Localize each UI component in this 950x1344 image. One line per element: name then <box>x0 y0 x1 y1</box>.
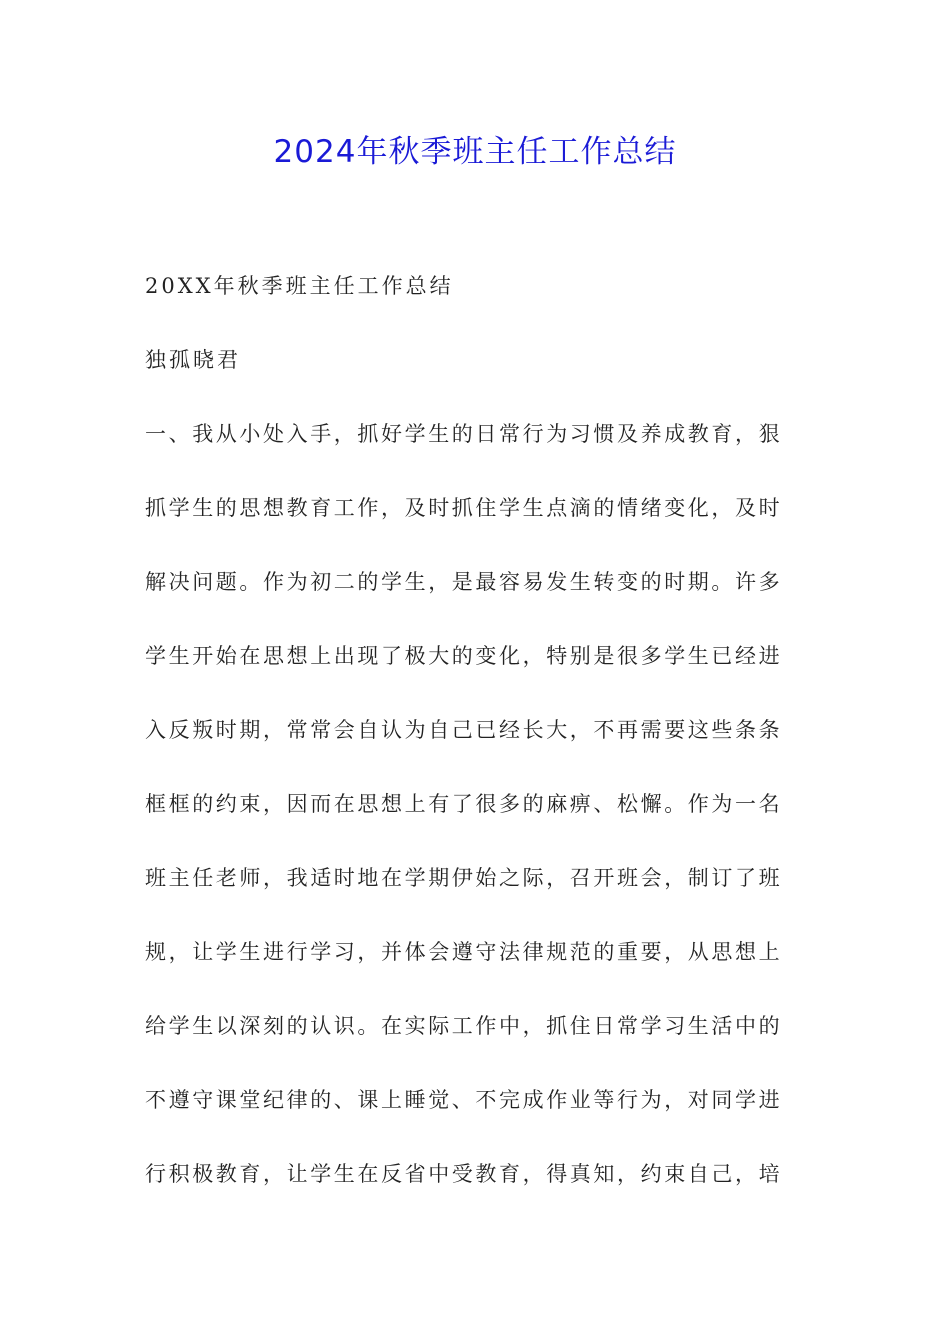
paragraph-line: 规，让学生进行学习，并体会遵守法律规范的重要，从思想上 <box>145 940 783 964</box>
paragraph-line: 给学生以深刻的认识。在实际工作中，抓住日常学习生活中的 <box>145 1014 783 1038</box>
paragraph-line: 一、我从小处入手，抓好学生的日常行为习惯及养成教育，狠 <box>145 422 783 446</box>
paragraph-line: 学生开始在思想上出现了极大的变化，特别是很多学生已经进 <box>145 644 783 668</box>
document-subtitle: 20XX年秋季班主任工作总结 <box>145 274 454 298</box>
document-title: 2024年秋季班主任工作总结 <box>273 134 677 170</box>
paragraph-line: 框框的约束，因而在思想上有了很多的麻痹、松懈。作为一名 <box>145 792 783 816</box>
paragraph-line: 入反叛时期，常常会自认为自己已经长大，不再需要这些条条 <box>145 718 783 742</box>
paragraph-line: 行积极教育，让学生在反省中受教育，得真知，约束自己，培 <box>145 1162 783 1186</box>
paragraph-line: 班主任老师，我适时地在学期伊始之际，召开班会，制订了班 <box>145 866 783 890</box>
paragraph-line: 解决问题。作为初二的学生，是最容易发生转变的时期。许多 <box>145 570 783 594</box>
paragraph-line: 不遵守课堂纪律的、课上睡觉、不完成作业等行为，对同学进 <box>145 1088 783 1112</box>
document-author: 独孤晓君 <box>145 348 241 372</box>
paragraph-line: 抓学生的思想教育工作，及时抓住学生点滴的情绪变化，及时 <box>145 496 783 520</box>
